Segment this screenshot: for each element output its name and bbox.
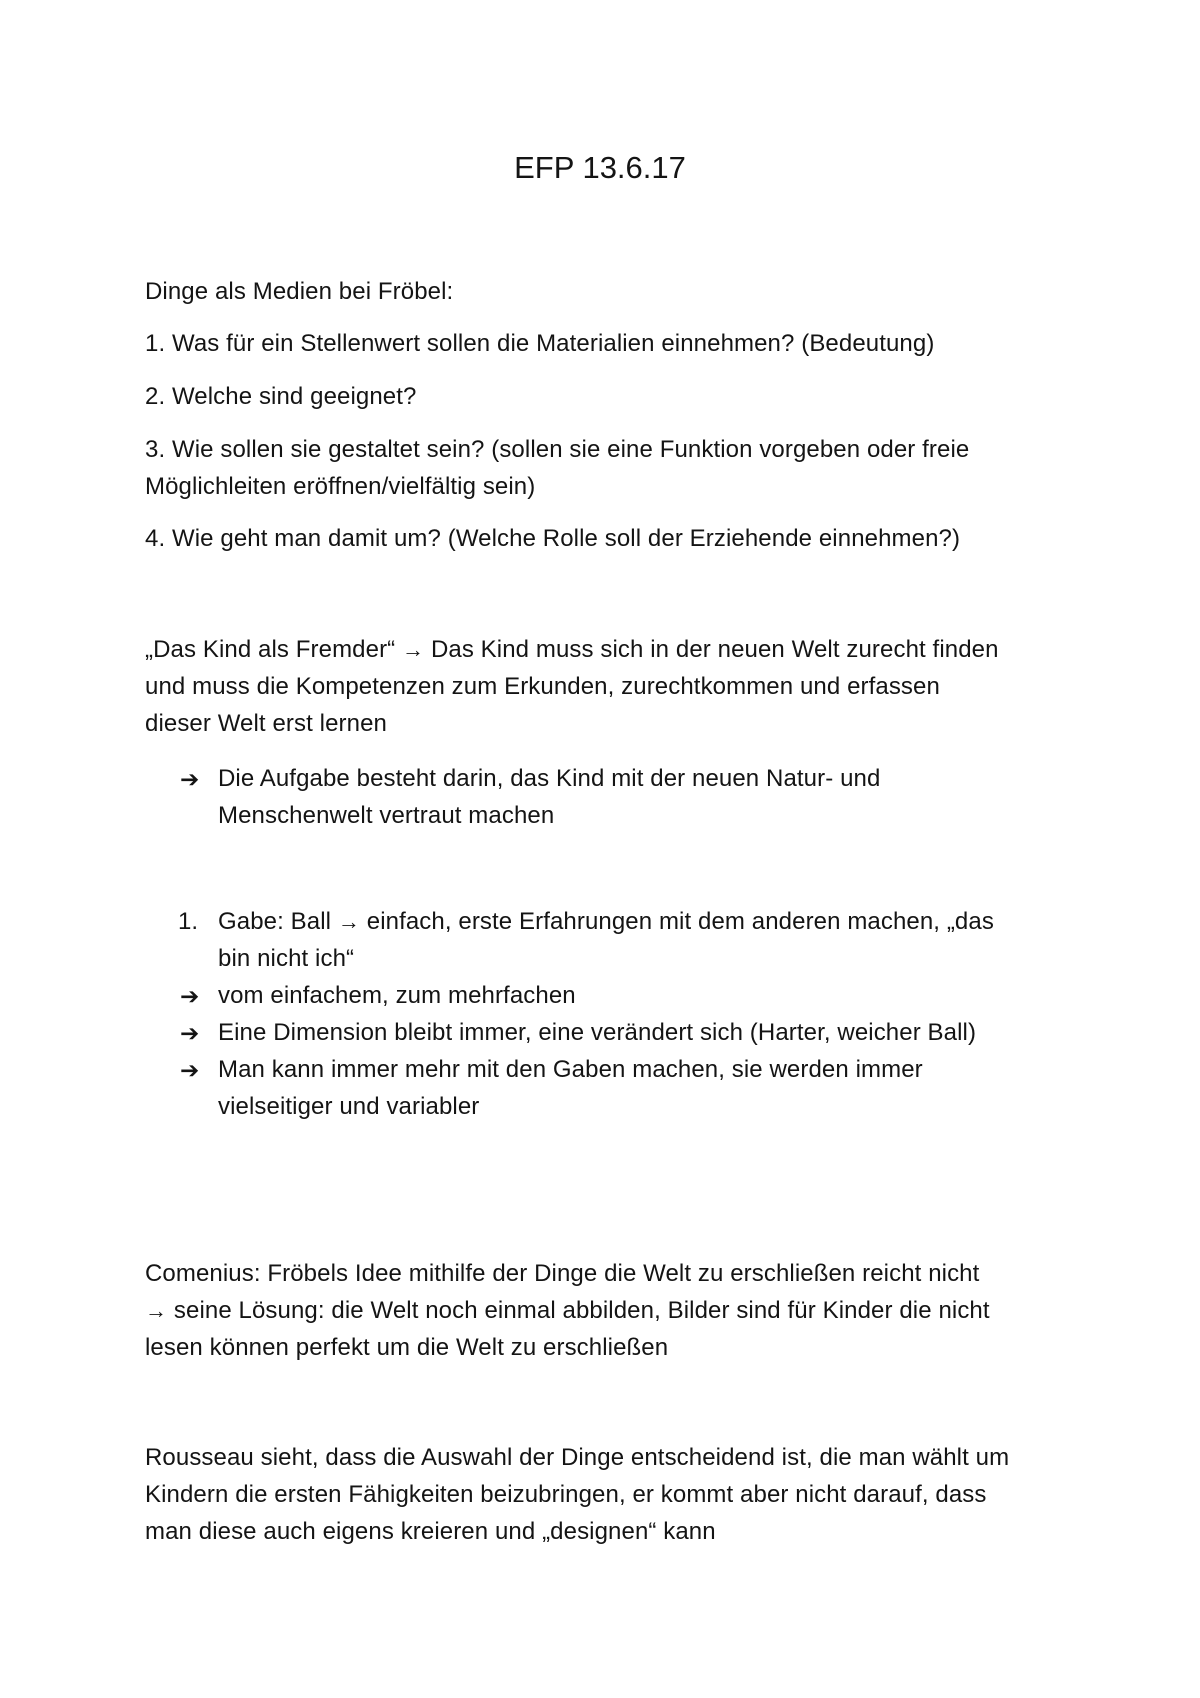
paragraph-line xyxy=(145,1293,990,1329)
paragraph-line: man diese auch eigens kreieren und „designen“ kann xyxy=(145,1518,716,1545)
bullet-text: Man kann immer mehr mit den Gaben machen, sie werden immer xyxy=(218,1056,923,1083)
question-1: 1. Was für ein Stellenwert sollen die Materialien einnehmen? (Bedeutung) xyxy=(145,330,935,357)
bullet-text: vielseitiger und variabler xyxy=(218,1093,480,1120)
paragraph-line: dieser Welt erst lernen xyxy=(145,710,387,737)
list-item-text: Gabe: Ball xyxy=(218,908,332,935)
list-item-text: einfach, erste Erfahrungen mit dem anderen machen, „das xyxy=(366,908,994,935)
section-heading: Dinge als Medien bei Fröbel: xyxy=(145,278,454,305)
arrow-icon: → xyxy=(337,909,360,934)
quote-text: „Das Kind als Fremder“ xyxy=(145,636,396,663)
paragraph-text: Das Kind muss sich in der neuen Welt zurecht finden xyxy=(430,636,999,663)
bullet-text: Die Aufgabe besteht darin, das Kind mit der neuen Natur- und xyxy=(218,765,881,792)
paragraph-line: Rousseau sieht, dass die Auswahl der Dinge entscheidend ist, die man wählt um xyxy=(145,1444,1010,1471)
paragraph-line: und muss die Kompetenzen zum Erkunden, zurechtkommen und erfassen xyxy=(145,673,940,700)
question-2: 2. Welche sind geeignet? xyxy=(145,383,417,410)
list-number: 1. xyxy=(178,908,199,935)
question-3-line-2: Möglichleiten eröffnen/vielfältig sein) xyxy=(145,473,536,500)
paragraph-line: Comenius: Fröbels Idee mithilfe der Dinge die Welt zu erschließen reicht nicht xyxy=(145,1260,980,1287)
bullet-text: Eine Dimension bleibt immer, eine verändert sich (Harter, weicher Ball) xyxy=(218,1019,977,1046)
list-item xyxy=(218,904,994,940)
paragraph-text: seine Lösung: die Welt noch einmal abbilden, Bilder sind für Kinder die nicht xyxy=(173,1297,990,1324)
paragraph-line: lesen können perfekt um die Welt zu erschließen xyxy=(145,1334,669,1361)
list-item-continued: bin nicht ich“ xyxy=(218,945,355,972)
bullet-text: vom einfachem, zum mehrfachen xyxy=(218,982,576,1009)
arrow-bullet-icon: ➔ xyxy=(180,1057,200,1083)
page-title: EFP 13.6.17 xyxy=(514,150,686,185)
arrow-bullet-icon: ➔ xyxy=(180,1020,200,1046)
arrow-icon: → xyxy=(402,637,425,662)
question-3-line-1: 3. Wie sollen sie gestaltet sein? (sollen sie eine Funktion vorgeben oder freie xyxy=(145,436,970,463)
arrow-icon: → xyxy=(145,1298,168,1323)
question-4: 4. Wie geht man damit um? (Welche Rolle soll der Erziehende einnehmen?) xyxy=(145,525,961,552)
arrow-bullet-icon: ➔ xyxy=(180,983,200,1009)
paragraph-line xyxy=(145,632,999,668)
arrow-bullet-icon: ➔ xyxy=(180,766,200,792)
paragraph-line: Kindern die ersten Fähigkeiten beizubringen, er kommt aber nicht darauf, dass xyxy=(145,1481,987,1508)
bullet-text: Menschenwelt vertraut machen xyxy=(218,802,555,829)
